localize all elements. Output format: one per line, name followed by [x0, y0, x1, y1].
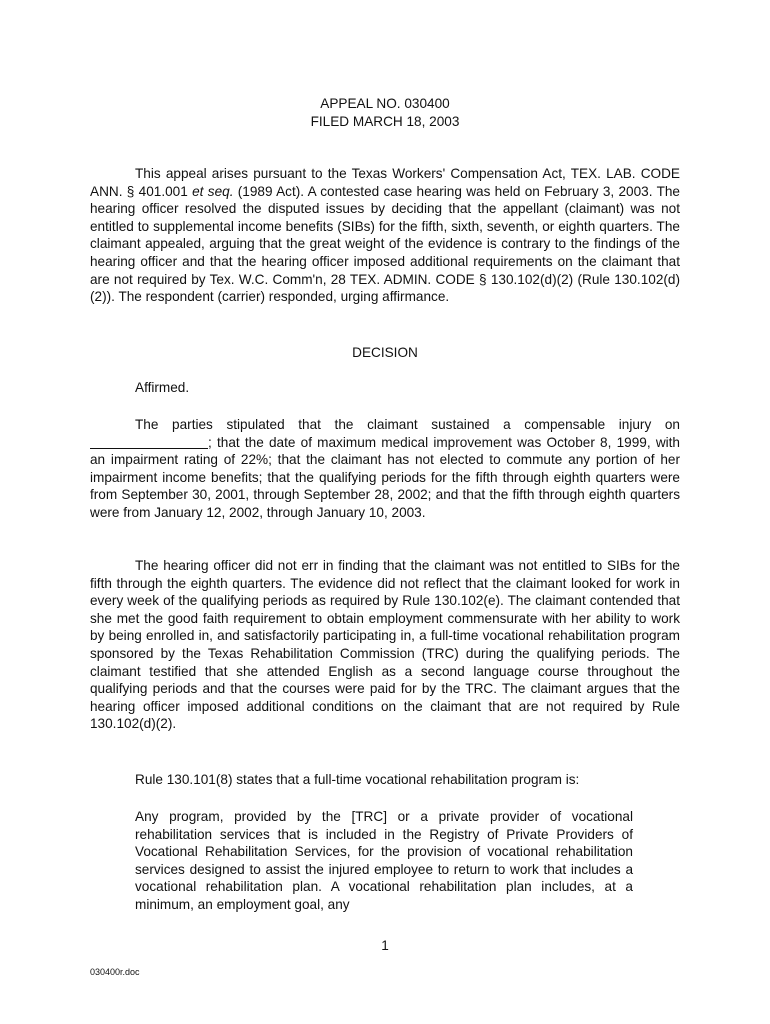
stipulation-text-1: The parties stipulated that the claimant sustained a compensable injury on — [135, 417, 680, 432]
filed-date: FILED MARCH 18, 2003 — [310, 114, 460, 129]
footer-filename: 030400r.doc — [90, 967, 140, 977]
stipulation-text-2: ; that the date of maximum medical improvement was October 8, 1999, with an impairment rating of 22%; that the claimant has not elected to commute any portion of her impairment income benefits; that the qualifying periods for the fifth through eighth quarters were from September 30, 2001, through September 28, 2002; and that the fifth through eighth quarters were from January 12, 2002, through January 10, 2003. — [90, 434, 680, 520]
stipulation-paragraph — [90, 416, 680, 522]
decision-heading: DECISION — [352, 345, 418, 360]
intro-paragraph — [90, 165, 680, 306]
analysis-paragraph: The hearing officer did not err in finding that the claimant was not entitled to SIBs for the fifth through the eighth quarters. The evidence did not reflect that the claimant looked for work in every week of the qualifying periods as required by Rule 130.102(e). The claimant contended that she met the good faith requirement to obtain employment commensurate with her ability to work by being enrolled in, and satisfactorily participating in, a full-time vocational rehabilitation program sponsored by the Texas Rehabilitation Commission (TRC) during the qualifying periods. The claimant testified that she attended English as a second language course throughout the qualifying periods and that the courses were paid for by the TRC. The claimant argues that the hearing officer imposed additional conditions on the claimant that are not required by Rule 130.102(d)(2). — [90, 558, 680, 732]
intro-text-1: This appeal arises pursuant to the Texas Workers' Compensation Act, TEX. LAB. CODE ANN. § 401.001 — [90, 166, 680, 199]
page-number: 1 — [381, 938, 389, 953]
appeal-number: APPEAL NO. 030400 — [320, 96, 450, 111]
affirmed-paragraph: Affirmed. — [135, 380, 190, 395]
rule-intro-paragraph: Rule 130.101(8) states that a full-time vocational rehabilitation program is: — [135, 772, 580, 787]
intro-italic-et-seq: et seq. — [192, 183, 234, 199]
document-header — [0, 95, 770, 131]
redacted-date-blank — [90, 434, 208, 449]
intro-text-2: (1989 Act). A contested case hearing was held on February 3, 2003. The hearing officer resolved the disputed issues by deciding that the appellant (claimant) was not entitled to supplemental income benefits (SIBs) for the fifth, sixth, seventh, or eighth quarters. The claimant appealed, arguing that the great weight of the evidence is contrary to the findings of the hearing officer and that the hearing officer imposed additional requirements on the claimant that are not required by Tex. W.C. Comm'n, 28 TEX. ADMIN. CODE § 130.102(d)(2) (Rule 130.102(d)(2)). The respondent (carrier) responded, urging affirmance. — [90, 183, 680, 305]
rule-quote-block: Any program, provided by the [TRC] or a private provider of vocational rehabilitation services that is included in the Registry of Private Providers of Vocational Rehabilitation Services, for the provision of vocational rehabilitation services designed to assist the injured employee to return to work that includes a vocational rehabilitation plan. A vocational rehabilitation plan includes, at a minimum, an employment goal, any — [135, 809, 633, 912]
